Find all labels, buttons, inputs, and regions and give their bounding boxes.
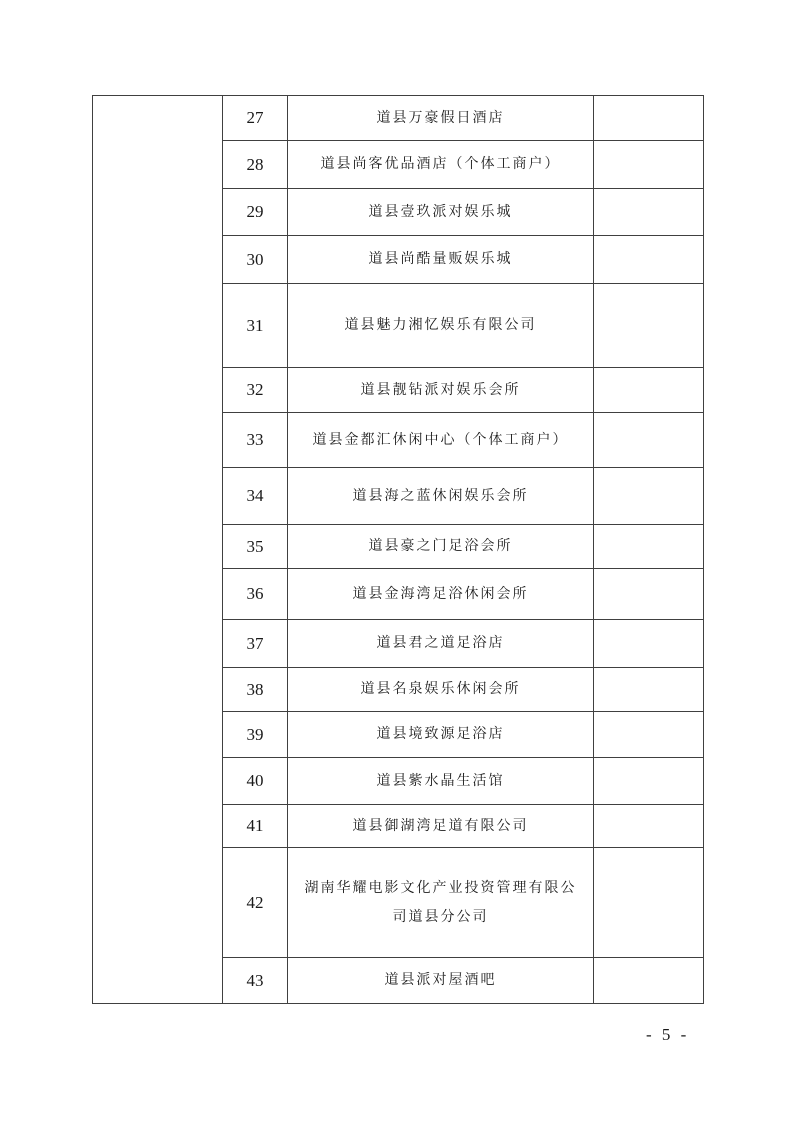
row-index-cell: 41 (223, 805, 288, 848)
business-name-cell: 道县海之蓝休闲娱乐会所 (288, 468, 594, 525)
row-index-cell: 42 (223, 848, 288, 958)
row-index-cell: 34 (223, 468, 288, 525)
business-name-cell: 道县魅力湘忆娱乐有限公司 (288, 284, 594, 368)
business-name-cell: 道县尚客优品酒店（个体工商户） (288, 141, 594, 189)
remark-cell (594, 805, 704, 848)
row-index-cell: 33 (223, 413, 288, 468)
business-name-cell: 湖南华耀电影文化产业投资管理有限公司道县分公司 (288, 848, 594, 958)
remark-cell (594, 712, 704, 758)
row-index-cell: 40 (223, 758, 288, 805)
remark-cell (594, 141, 704, 189)
row-index-cell: 43 (223, 958, 288, 1004)
row-index-cell: 38 (223, 668, 288, 712)
table-row (93, 96, 704, 141)
business-name-cell: 道县尚酷量贩娱乐城 (288, 236, 594, 284)
remark-cell (594, 620, 704, 668)
business-name-cell: 道县境致源足浴店 (288, 712, 594, 758)
page-number: - 5 - (646, 1025, 690, 1044)
row-index-cell: 37 (223, 620, 288, 668)
remark-cell (594, 668, 704, 712)
business-name-cell: 道县派对屋酒吧 (288, 958, 594, 1004)
business-name-cell: 道县名泉娱乐休闲会所 (288, 668, 594, 712)
business-name-cell: 道县紫水晶生活馆 (288, 758, 594, 805)
business-name-cell: 道县万豪假日酒店 (288, 96, 594, 141)
business-name-cell: 道县壹玖派对娱乐城 (288, 189, 594, 236)
business-name-cell: 道县御湖湾足道有限公司 (288, 805, 594, 848)
row-index-cell: 30 (223, 236, 288, 284)
category-cell (93, 96, 223, 1004)
business-name-cell: 道县靓钻派对娱乐会所 (288, 368, 594, 413)
remark-cell (594, 958, 704, 1004)
remark-cell (594, 284, 704, 368)
remark-cell (594, 368, 704, 413)
remark-cell (594, 468, 704, 525)
table-body (93, 96, 704, 1004)
remark-cell (594, 413, 704, 468)
remark-cell (594, 758, 704, 805)
row-index-cell: 32 (223, 368, 288, 413)
row-index-cell: 39 (223, 712, 288, 758)
row-index-cell: 27 (223, 96, 288, 141)
remark-cell (594, 525, 704, 569)
business-name-cell: 道县豪之门足浴会所 (288, 525, 594, 569)
row-index-cell: 28 (223, 141, 288, 189)
business-name-cell: 道县金海湾足浴休闲会所 (288, 569, 594, 620)
business-list-table (92, 95, 704, 1004)
remark-cell (594, 236, 704, 284)
remark-cell (594, 569, 704, 620)
row-index-cell: 31 (223, 284, 288, 368)
remark-cell (594, 848, 704, 958)
row-index-cell: 36 (223, 569, 288, 620)
row-index-cell: 29 (223, 189, 288, 236)
remark-cell (594, 189, 704, 236)
row-index-cell: 35 (223, 525, 288, 569)
remark-cell (594, 96, 704, 141)
business-name-cell: 道县君之道足浴店 (288, 620, 594, 668)
business-name-cell: 道县金都汇休闲中心（个体工商户） (288, 413, 594, 468)
